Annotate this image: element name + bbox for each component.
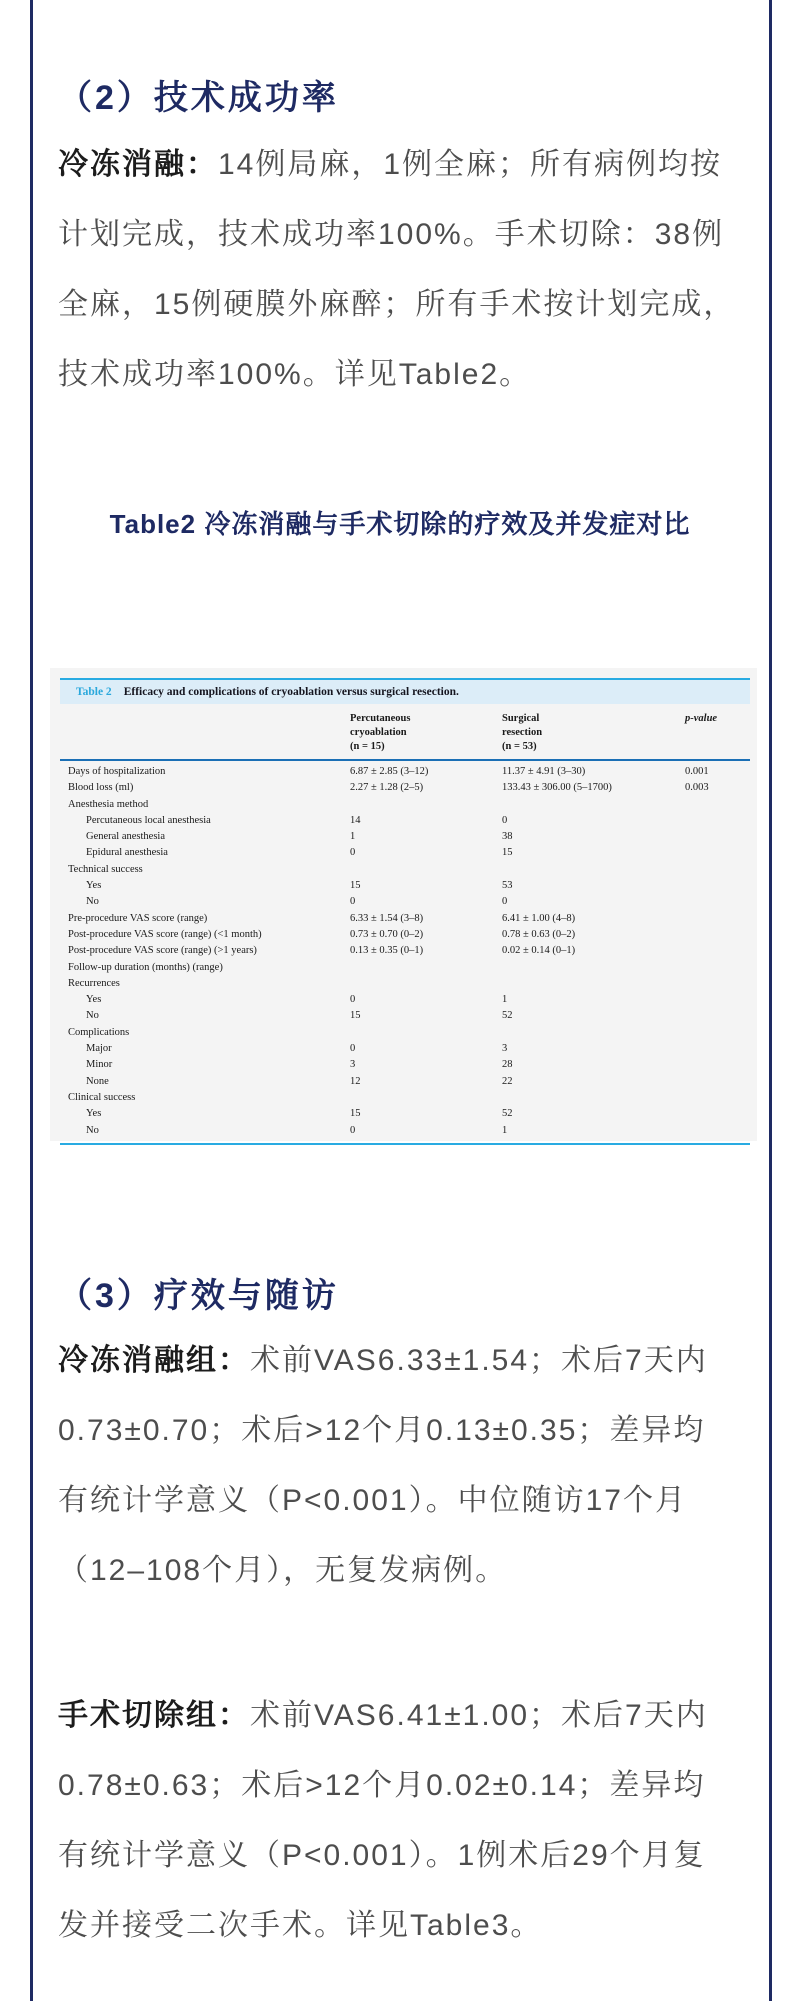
table2 bbox=[60, 678, 750, 1145]
table-cell: Post-procedure VAS score (range) (<1 month) bbox=[68, 928, 262, 940]
table-cell: 3 bbox=[502, 1043, 508, 1055]
text-line: 冷冻消融组：术前VAS6.33±1.54；术后7天内 bbox=[58, 1344, 708, 1377]
table-cell: Percutaneous local anesthesia bbox=[86, 814, 211, 826]
section-heading-2: （2）技术成功率 bbox=[58, 79, 339, 117]
table-row bbox=[60, 780, 750, 796]
section-heading-3: （3）疗效与随访 bbox=[58, 1277, 339, 1315]
table-cell bbox=[685, 878, 750, 894]
table2-chinese-caption: Table2 冷冻消融与手术切除的疗效及并发症对比 bbox=[109, 509, 691, 539]
right-frame-line bbox=[769, 0, 772, 2001]
table2-title-band bbox=[60, 678, 750, 704]
table-cell: Complications bbox=[68, 1026, 130, 1038]
paragraph-lead: 冷冻消融： bbox=[58, 148, 218, 181]
table-body bbox=[60, 761, 750, 1145]
table-cell: Follow-up duration (months) (range) bbox=[68, 961, 223, 973]
table-cell bbox=[685, 1008, 750, 1024]
table-cell: 53 bbox=[502, 880, 513, 892]
table-cell bbox=[685, 862, 750, 878]
table-cell: 0 bbox=[350, 1043, 356, 1055]
paragraph-lead: 冷冻消融组： bbox=[58, 1344, 250, 1377]
table-row bbox=[60, 845, 750, 861]
table-cell: Technical success bbox=[68, 863, 143, 875]
table-cell bbox=[685, 1041, 750, 1057]
column-header: Percutaneous cryoablation (n = 15) bbox=[350, 713, 411, 752]
table-cell: 22 bbox=[502, 1075, 513, 1087]
table-row bbox=[60, 813, 750, 829]
table-cell: Anesthesia method bbox=[68, 798, 149, 810]
table-cell: 6.33 ± 1.54 (3–8) bbox=[350, 912, 424, 924]
table-cell bbox=[350, 1025, 502, 1041]
left-frame-line bbox=[30, 0, 33, 2001]
table-cell: 15 bbox=[350, 880, 361, 892]
text-line: 0.78±0.63；术后>12个月0.02±0.14；差异均 bbox=[58, 1769, 706, 1802]
text-line: 有统计学意义（P<0.001）。中位随访17个月 bbox=[58, 1484, 687, 1517]
table-cell: 15 bbox=[502, 847, 513, 859]
table-cell bbox=[685, 797, 750, 813]
table-cell: 0.13 ± 0.35 (0–1) bbox=[350, 945, 424, 957]
table-row bbox=[60, 1008, 750, 1024]
table-cell: 52 bbox=[502, 1108, 513, 1120]
table-row bbox=[60, 1057, 750, 1073]
table-head bbox=[60, 704, 750, 761]
table-row bbox=[60, 1123, 750, 1139]
paragraph-lead: 手术切除组： bbox=[58, 1699, 250, 1732]
table-cell bbox=[502, 960, 685, 976]
paragraph-technical-success bbox=[58, 130, 748, 410]
text-line: 有统计学意义（P<0.001）。1例术后29个月复 bbox=[58, 1839, 706, 1872]
text-line: （12–108个月），无复发病例。 bbox=[58, 1554, 508, 1587]
table-cell: 38 bbox=[502, 831, 513, 843]
table-cell: No bbox=[86, 1124, 99, 1136]
table-row bbox=[60, 878, 750, 894]
table-cell: Blood loss (ml) bbox=[68, 782, 134, 794]
table-cell bbox=[685, 1106, 750, 1122]
table-cell: 14 bbox=[350, 814, 361, 826]
table-row bbox=[60, 764, 750, 780]
table-cell: Yes bbox=[86, 994, 102, 1006]
table-row bbox=[60, 1041, 750, 1057]
text-line: 冷冻消融：14例局麻，1例全麻；所有病例均按 bbox=[58, 148, 723, 181]
table-cell: 0 bbox=[350, 847, 356, 859]
table-cell bbox=[350, 797, 502, 813]
table-row bbox=[60, 927, 750, 943]
table-cell: 0 bbox=[502, 814, 508, 826]
text-line: 发并接受二次手术。详见Table3。 bbox=[58, 1909, 543, 1942]
table-cell: Minor bbox=[86, 1059, 113, 1071]
table-cell: 12 bbox=[350, 1075, 361, 1087]
paragraph-cryoablation-group bbox=[58, 1326, 748, 1606]
table-cell: 0.003 bbox=[685, 782, 709, 794]
table-cell: Clinical success bbox=[68, 1091, 136, 1103]
table-row bbox=[60, 862, 750, 878]
table-cell: 1 bbox=[502, 994, 508, 1006]
table-cell: No bbox=[86, 896, 99, 908]
table-row bbox=[60, 1090, 750, 1106]
table-cell bbox=[350, 1090, 502, 1106]
column-header: p-value bbox=[685, 713, 718, 724]
table-cell bbox=[685, 911, 750, 927]
table-cell bbox=[685, 1057, 750, 1073]
table-cell: 0 bbox=[350, 994, 356, 1006]
table-cell: 0.001 bbox=[685, 766, 709, 777]
table-cell bbox=[685, 927, 750, 943]
table-cell: 0 bbox=[502, 896, 508, 908]
table-cell: Recurrences bbox=[68, 977, 120, 989]
table-row bbox=[60, 976, 750, 992]
table-cell: Pre-procedure VAS score (range) bbox=[68, 912, 208, 924]
table-cell bbox=[502, 797, 685, 813]
text-line: 全麻，15例硬膜外麻醉；所有手术按计划完成， bbox=[58, 288, 736, 321]
table-cell: 0.73 ± 0.70 (0–2) bbox=[350, 928, 424, 940]
table-cell: Post-procedure VAS score (range) (>1 years) bbox=[68, 945, 257, 957]
table-cell: 0 bbox=[350, 896, 356, 908]
table-cell: 133.43 ± 306.00 (5–1700) bbox=[502, 782, 612, 794]
table-cell: 1 bbox=[502, 1124, 508, 1136]
table-cell: Yes bbox=[86, 880, 102, 892]
table-cell bbox=[685, 845, 750, 861]
table-row bbox=[60, 943, 750, 959]
table-cell: Yes bbox=[86, 1108, 102, 1120]
table-cell bbox=[350, 862, 502, 878]
table-cell: 28 bbox=[502, 1059, 513, 1071]
text-line: 技术成功率100%。详见Table2。 bbox=[58, 358, 532, 391]
table-cell bbox=[685, 1025, 750, 1041]
table-row bbox=[60, 911, 750, 927]
table-row bbox=[60, 829, 750, 845]
table-row bbox=[60, 797, 750, 813]
table-cell bbox=[685, 960, 750, 976]
table-cell: General anesthesia bbox=[86, 831, 166, 843]
table2-title: Efficacy and complications of cryoablation versus surgical resection. bbox=[123, 686, 459, 698]
table-row bbox=[60, 1074, 750, 1090]
table2-panel bbox=[50, 668, 757, 1141]
table-cell: No bbox=[86, 1010, 99, 1022]
table-row bbox=[60, 960, 750, 976]
table-cell: 15 bbox=[350, 1010, 361, 1022]
table-row bbox=[60, 1106, 750, 1122]
text-line: 计划完成，技术成功率100%。手术切除：38例 bbox=[58, 218, 725, 251]
table-cell: 11.37 ± 4.91 (3–30) bbox=[502, 766, 586, 777]
table-cell: 6.41 ± 1.00 (4–8) bbox=[502, 912, 576, 924]
table-row bbox=[60, 992, 750, 1008]
table-cell bbox=[685, 1074, 750, 1090]
table-cell bbox=[685, 1090, 750, 1106]
table-cell bbox=[685, 976, 750, 992]
table-cell bbox=[502, 862, 685, 878]
text-line: 手术切除组：术前VAS6.41±1.00；术后7天内 bbox=[58, 1699, 708, 1732]
table2-label: Table 2 bbox=[76, 686, 112, 698]
table-cell bbox=[685, 813, 750, 829]
table-cell bbox=[502, 976, 685, 992]
table-cell: Major bbox=[86, 1043, 112, 1055]
table-row bbox=[60, 894, 750, 910]
paragraph-surgery-group bbox=[58, 1681, 748, 1961]
table-cell: 0.78 ± 0.63 (0–2) bbox=[502, 928, 576, 940]
table-cell bbox=[685, 992, 750, 1008]
table-cell bbox=[685, 829, 750, 845]
table-cell: Days of hospitalization bbox=[68, 766, 166, 777]
table-cell: Epidural anesthesia bbox=[86, 847, 168, 859]
table-cell bbox=[350, 960, 502, 976]
table-cell: 0 bbox=[350, 1124, 356, 1136]
table-cell bbox=[685, 1123, 750, 1139]
table-cell bbox=[350, 976, 502, 992]
table-cell: 3 bbox=[350, 1059, 356, 1071]
text-line: 0.73±0.70；术后>12个月0.13±0.35；差异均 bbox=[58, 1414, 706, 1447]
table-cell bbox=[685, 943, 750, 959]
table-cell bbox=[502, 1025, 685, 1041]
column-header: Surgical resection (n = 53) bbox=[502, 713, 543, 752]
table-cell bbox=[685, 894, 750, 910]
table-cell: None bbox=[86, 1075, 109, 1087]
table-row bbox=[60, 1025, 750, 1041]
table-cell: 0.02 ± 0.14 (0–1) bbox=[502, 945, 576, 957]
table-cell: 6.87 ± 2.85 (3–12) bbox=[350, 766, 429, 777]
table-cell: 52 bbox=[502, 1010, 513, 1022]
column-header bbox=[60, 712, 350, 754]
table-cell bbox=[502, 1090, 685, 1106]
table-cell: 1 bbox=[350, 831, 356, 843]
table-cell: 15 bbox=[350, 1108, 361, 1120]
table-cell: 2.27 ± 1.28 (2–5) bbox=[350, 782, 424, 794]
